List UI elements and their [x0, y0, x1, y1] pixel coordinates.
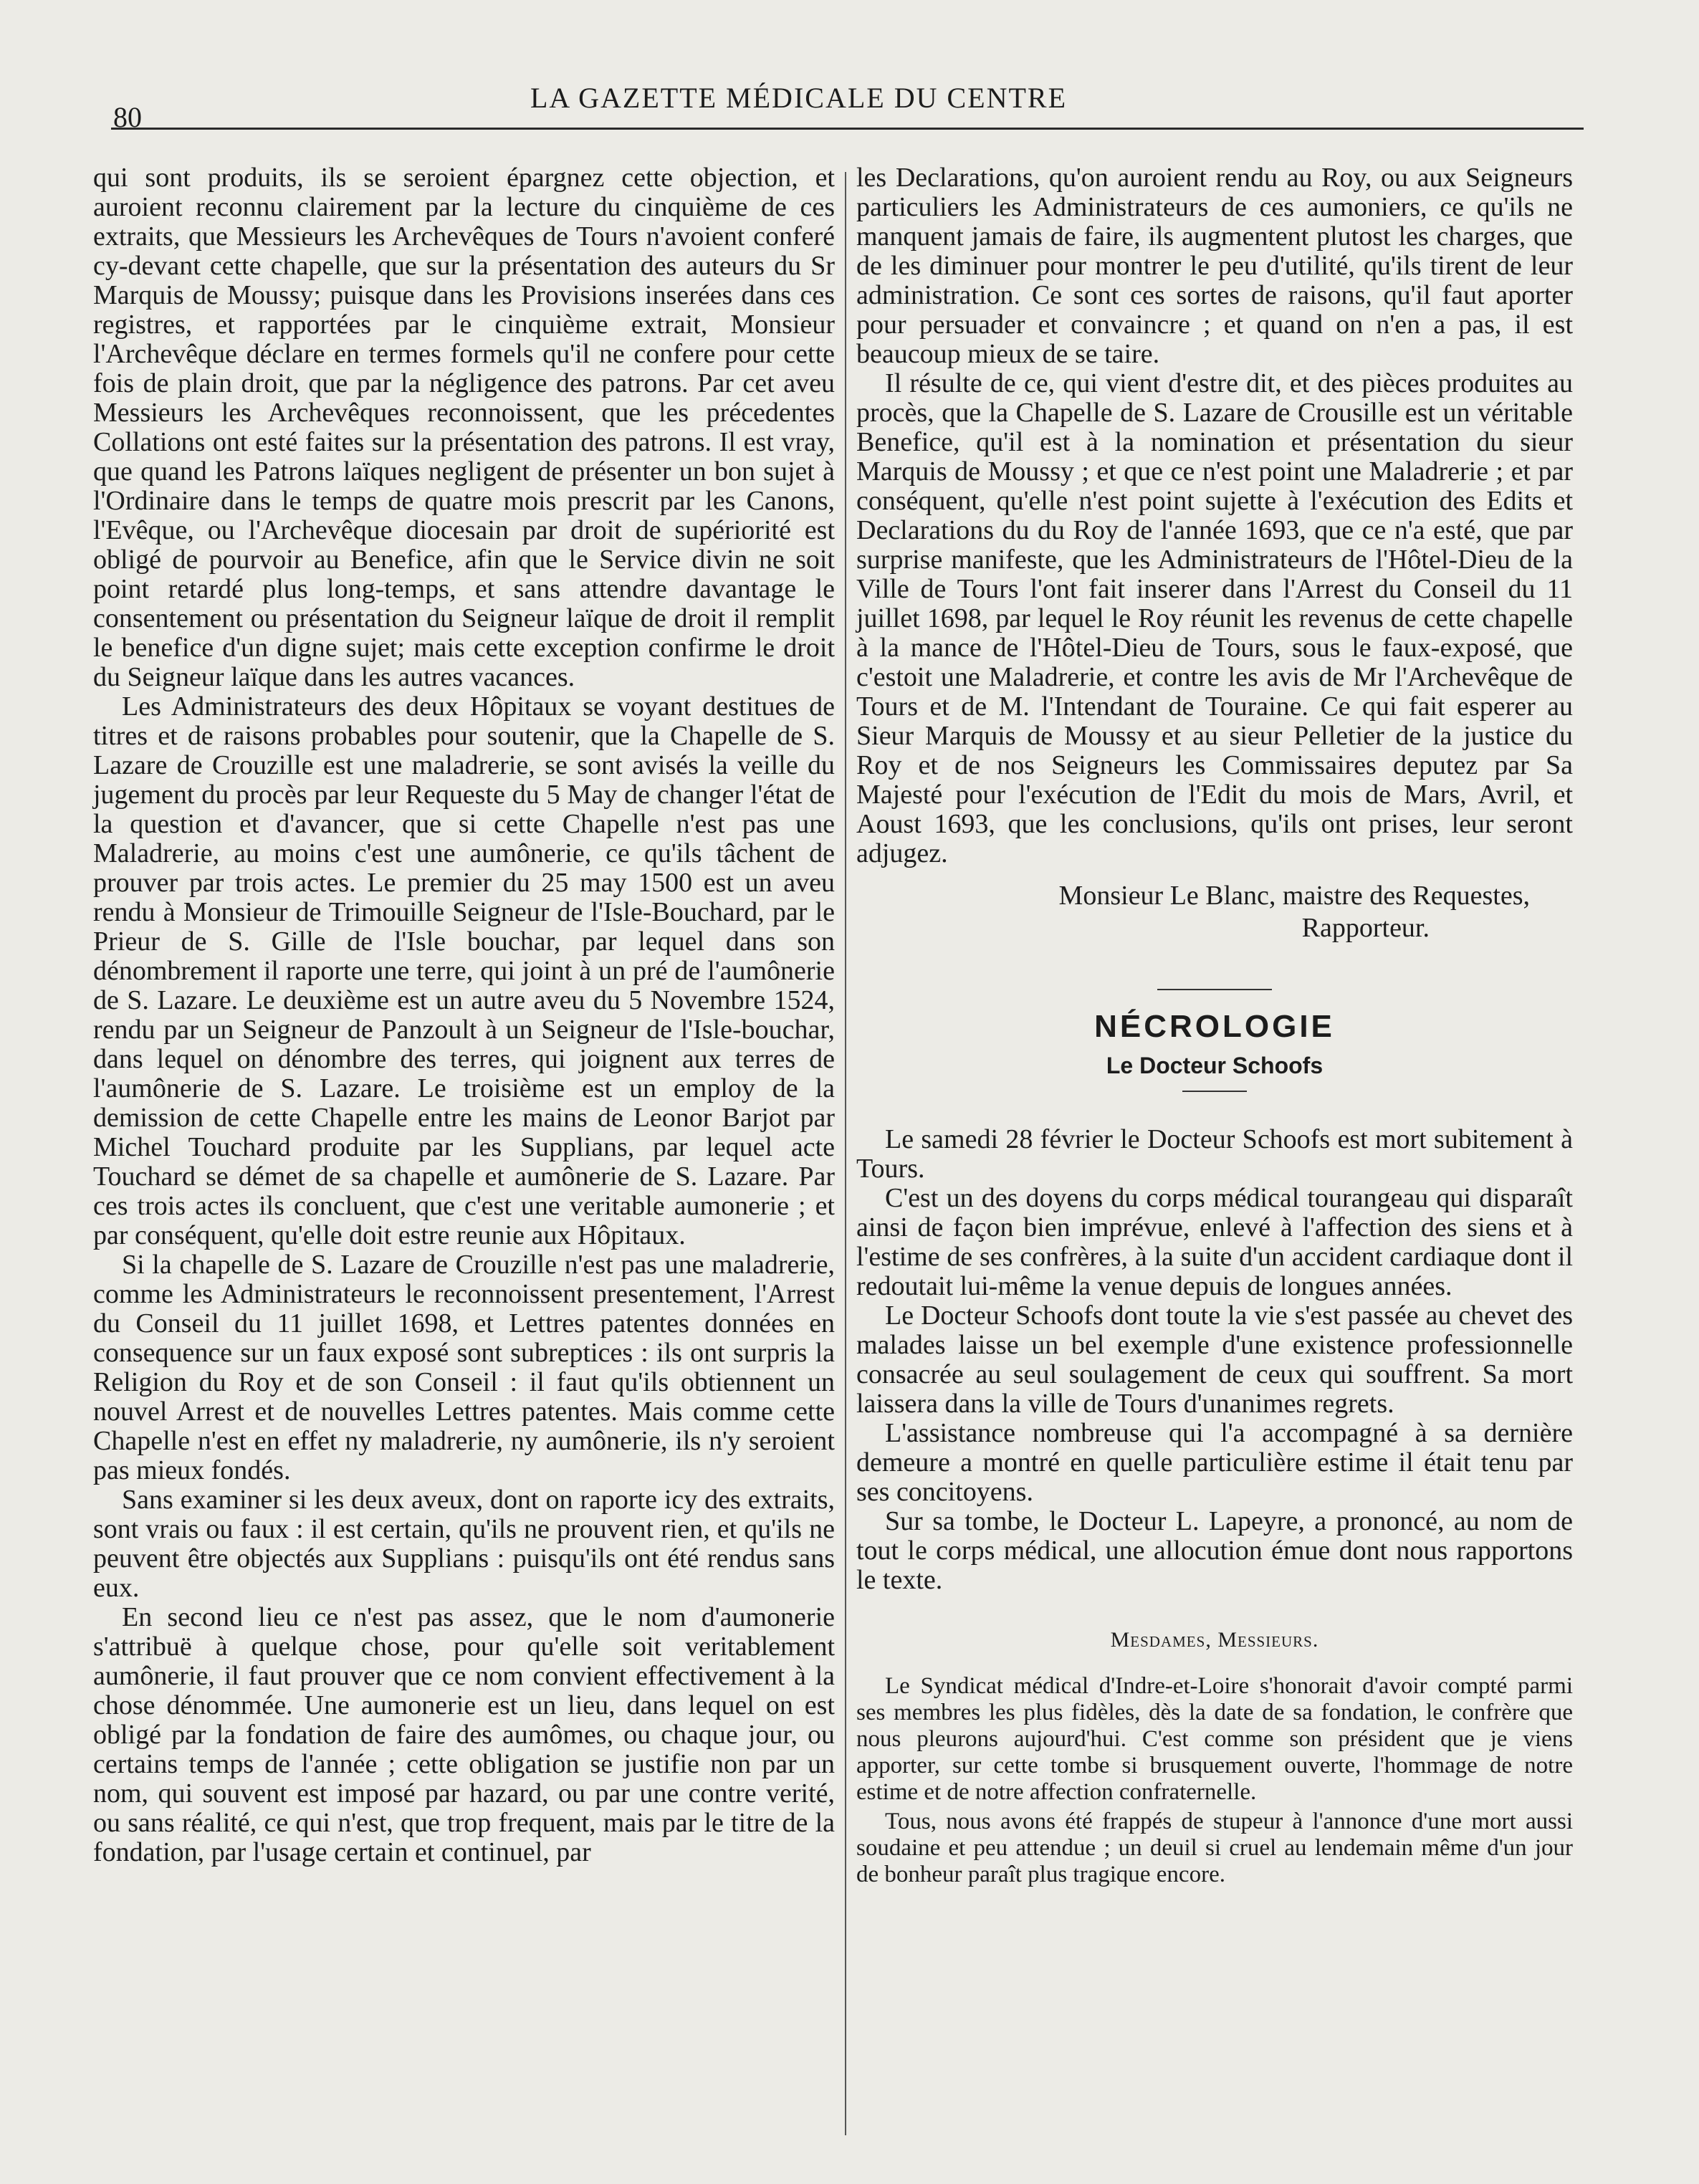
article-paragraph: C'est un des doyens du corps médical tourangeau qui disparaît ainsi de façon bien imprévue, enlevé à l'affection des siens et à l'estime de ses confrères, à la suite d'un accident cardiaque dont il redoutait lui-même la venue depuis de longues années. — [856, 1183, 1573, 1301]
article-paragraph: Le Docteur Schoofs dont toute la vie s'est passée au chevet des malades laisse un bel exemple d'une existence professionnelle consacrée au seul soulagement de ceux qui souffrent. Sa mort laissera dans la ville de Tours d'unanimes regrets. — [856, 1301, 1573, 1419]
header-rule — [111, 128, 1584, 130]
right-paragraph: Il résulte de ce, qui vient d'estre dit, et des pièces produites au procès, que la Chapelle de S. Lazare de Crousille est un véritable Benefice, qu'il est à la nomination et présentation du sieur Marquis de Moussy ; et que ce n'est point une Maladrerie ; et par conséquent, qu'elle n'est point sujette à l'exécution des Edits et Declarations du du Roy de l'année 1693, que ce n'a esté, que par surprise manifeste, que les Administrateurs de l'Hôtel-Dieu de la Ville de Tours l'ont fait inserer dans l'Arrest du Conseil du 11 juillet 1698, par lequel le Roy réunit les revenus de cette chapelle à la mance de l'Hôtel-Dieu de Tours, sous le faux-exposé, que c'estoit une Maladrerie, et contre les avis de Mr l'Archevêque de Tours et de M. l'Intendant de Touraine. Ce qui fait esperer au Sieur Marquis de Moussy et au sieur Pelletier de la justice du Roy et de nos Seigneurs les Commissaires deputez par Sa Majesté pour l'exécution de l'Edit du mois de Mars, Avril, et Aoust 1693, que les conclusions, qu'ils ont prises, leur seront adjugez. — [856, 368, 1573, 868]
speech-paragraph: Le Syndicat médical d'Indre-et-Loire s'honorait d'avoir compté parmi ses membres les plus fidèles, dès la date de sa fondation, le confrère que nous pleurons aujourd'hui. C'est comme son président que je viens apporter, sur cette tombe si brusquement ouverte, l'hommage de notre estime et de notre affection confraternelle. — [856, 1673, 1573, 1805]
right-column — [856, 163, 1573, 1891]
left-paragraph: Si la chapelle de S. Lazare de Crouzille n'est pas une maladrerie, comme les Administrateurs le reconnoissent presentement, l'Arrest du Conseil du 11 juillet 1698, et Lettres patentes données en consequence sur un faux exposé sont subreptices : ils ont surpris la Religion du Roy et de son Conseil : il faut qu'ils obtiennent un nouvel Arrest et de nouvelles Lettres patentes. Mais comme cette Chapelle n'est en effet ny maladrerie, ny aumônerie, ils n'y seroient pas mieux fondés. — [93, 1250, 835, 1485]
left-column — [93, 163, 835, 1867]
left-paragraph: Les Administrateurs des deux Hôpitaux se voyant destitues de titres et de raisons probables pour soutenir, que la Chapelle de S. Lazare de Crouzille est une maladrerie, se sont avisés la veille du jugement du procès par leur Requeste du 5 May de changer l'état de la question et d'avancer, que si cette Chapelle n'est pas une Maladrerie, au moins c'est une aumônerie, ce qu'ils tâchent de prouver par trois actes. Le premier du 25 may 1500 est un aveu rendu à Monsieur de Trimouille Seigneur de l'Isle-Bouchard, par le Prieur de S. Gille de l'Isle bouchar, par lequel dans son dénombrement il raporte une terre, qui joint à un pré de l'aumônerie de S. Lazare. Le deuxième est un autre aveu du 5 Novembre 1524, rendu par un Seigneur de Panzoult à un Seigneur de l'Isle-bouchar, dans lequel on dénombre des terres, qui joignent aux terres de l'aumônerie de S. Lazare. Le troisième est un employ de la demission de cette Chapelle entre les mains de Leonor Barjot par Michel Touchard produite par les Supplians, par lequel acte Touchard se démet de sa chapelle et aumônerie de S. Lazare. Par ces trois actes ils concluent, que c'est une veritable aumonerie ; et par conséquent, qu'elle doit estre reunie aux Hôpitaux. — [93, 691, 835, 1250]
speech-salutation: Mesdames, Messieurs. — [1110, 1628, 1319, 1652]
left-paragraph: Sans examiner si les deux aveux, dont on raporte icy des extraits, sont vrais ou faux : il est certain, qu'ils ne prouvent rien, et qu'ils ne peuvent être objectés aux Supplians : puisqu'ils ont été rendus sans eux. — [93, 1485, 835, 1603]
page-number: 80 — [113, 101, 142, 133]
article-paragraph: L'assistance nombreuse qui l'a accompagné à sa dernière demeure a montré en quelle particulière estime il était tenu par ses concitoyens. — [856, 1418, 1573, 1507]
speech-paragraph: Tous, nous avons été frappés de stupeur à l'annonce d'une mort aussi soudaine et peu attendue ; un deuil si cruel au lendemain même d'un jour de bonheur paraît plus tragique encore. — [856, 1809, 1573, 1887]
signature-line: Monsieur Le Blanc, maistre des Requestes, — [1058, 881, 1530, 911]
rapporteur-line: Rapporteur. — [1301, 913, 1430, 943]
left-paragraph: qui sont produits, ils se seroient épargnez cette objection, et auroient reconnu clairement par la lecture du cinquième de ces extraits, que Messieurs les Archevêques de Tours n'avoient conferé cy-devant cette chapelle, que sur la présentation des auteurs du Sr Marquis de Moussy; puisque dans les Provisions inserées dans ces registres, et rapportées par le cinquième extrait, Monsieur l'Archevêque déclare en termes formels qu'il ne confere pour cette fois de plain droit, que par la négligence des patrons. Par cet aveu Messieurs les Archevêques reconnoissent, que les précedentes Collations ont esté faites sur la présentation des patrons. Il est vray, que quand les Patrons laïques negligent de présenter un bon sujet à l'Ordinaire dans le temps de quatre mois prescrit par les Canons, l'Evêque, ou l'Archevêque diocesain par droit de supériorité est obligé de pourvoir au Benefice, afin que le Service divin ne soit point retardé plus long-temps, et sans attendre davantage le consentement ou présentation du Seigneur laïque de droit il remplit le benefice d'un digne sujet; mais cette exception confirme le droit du Seigneur laïque dans les autres vacances. — [93, 163, 835, 692]
title-separator — [1182, 1091, 1247, 1092]
running-title: LA GAZETTE MÉDICALE DU CENTRE — [530, 82, 1068, 114]
speech-block — [856, 1673, 1573, 1888]
article-paragraph: Sur sa tombe, le Docteur L. Lapeyre, a prononcé, au nom de tout le corps médical, une allocution émue dont nous rapportons le texte. — [856, 1506, 1573, 1595]
article-paragraph: Le samedi 28 février le Docteur Schoofs est mort subitement à Tours. — [856, 1124, 1573, 1184]
column-divider — [845, 172, 846, 2135]
article-title: Le Docteur Schoofs — [1106, 1053, 1324, 1078]
left-paragraph: En second lieu ce n'est pas assez, que le nom d'aumonerie s'attribuë à quelque chose, pour qu'elle soit veritablement aumônerie, il faut prouver que ce nom convient effectivement à la chose dénommée. Une aumonerie est un lieu, dans lequel on est obligé par la fondation de faire des aumômes, ou chaque jour, ou certains temps de l'année ; cette obligation se justifie non par un nom, qui souvent est imposé par hazard, ou par une contre verité, ou sans réalité, ce qui n'est, que trop frequent, mais par le titre de la fondation, par l'usage certain et continuel, par — [93, 1602, 835, 1867]
section-title: NÉCROLOGIE — [1094, 1009, 1335, 1044]
section-separator — [1157, 989, 1272, 990]
right-paragraph: les Declarations, qu'on auroient rendu au Roy, ou aux Seigneurs particuliers les Administrateurs de ces aumoniers, ce qu'ils ne manquent jamais de faire, ils augmentent plutost les charges, que de les diminuer pour montrer le peu d'utilité, qu'ils tirent de leur administration. Ce sont ces sortes de raisons, qu'il faut aporter pour persuader et convaincre ; et quand on n'en a pas, il est beaucoup mieux de se taire. — [856, 163, 1573, 369]
